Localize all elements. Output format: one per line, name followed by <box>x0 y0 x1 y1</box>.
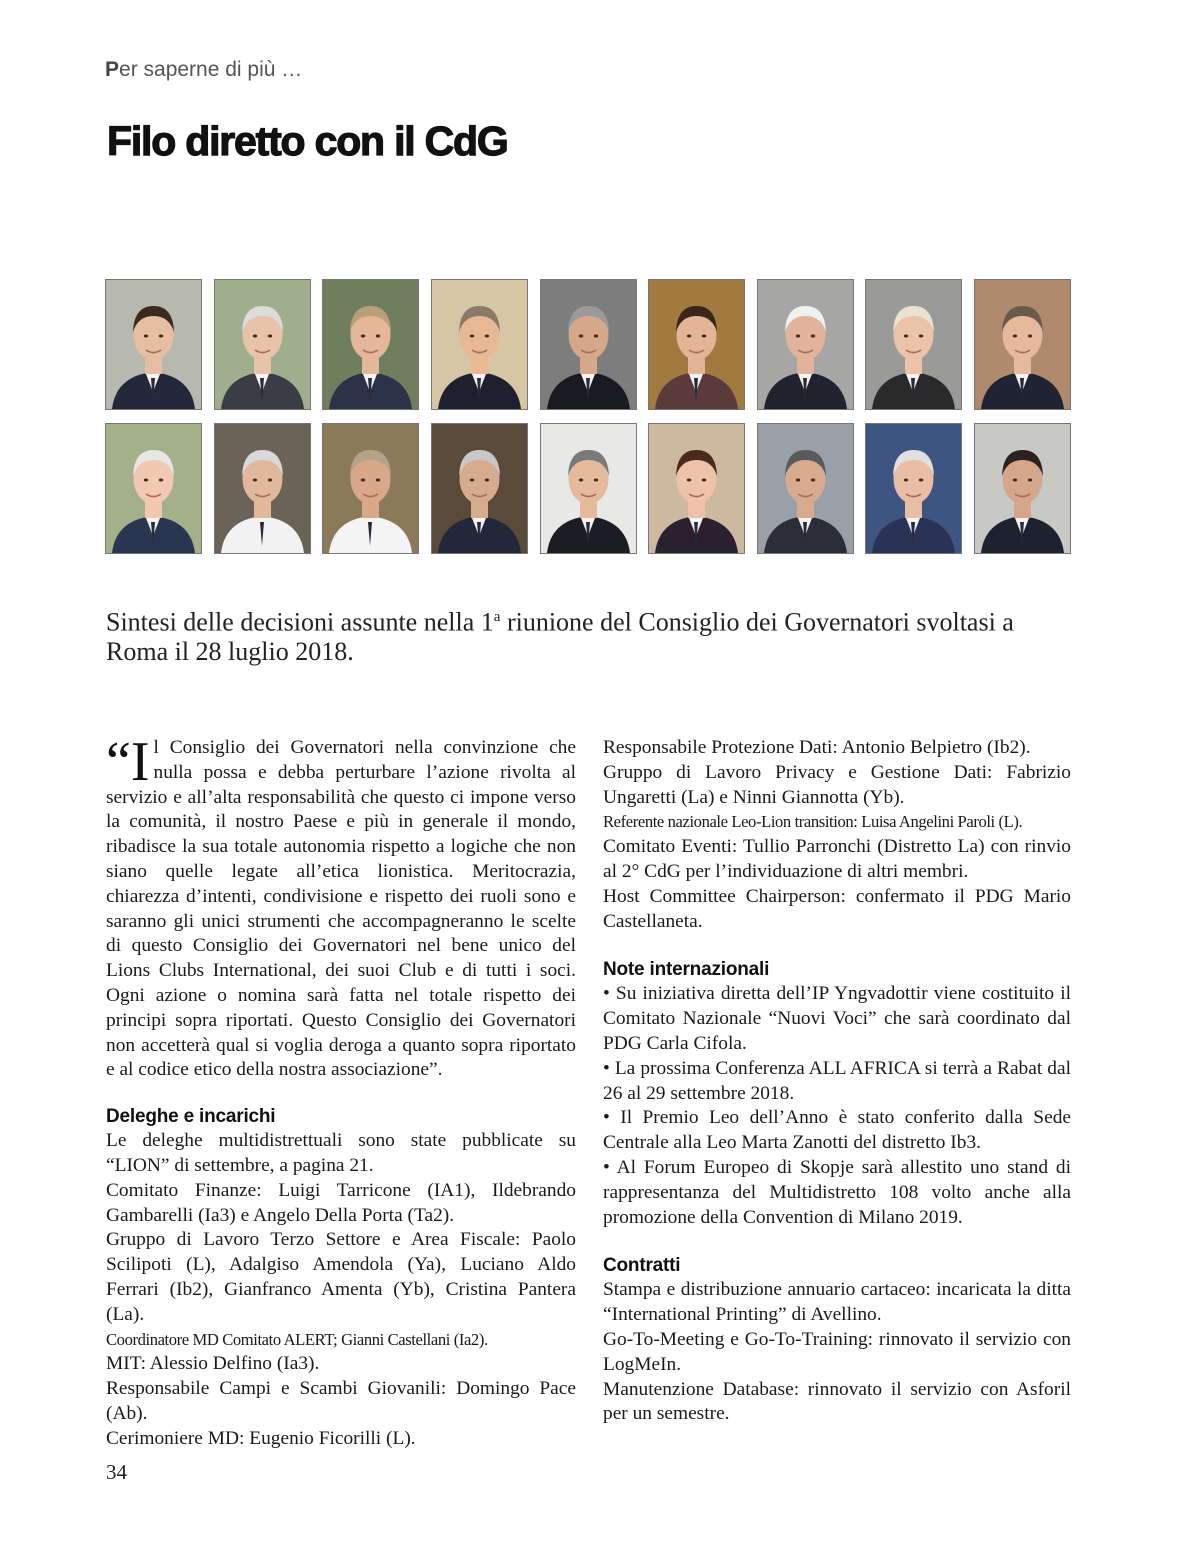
portrait-photo <box>432 424 527 553</box>
portrait-photo <box>758 424 853 553</box>
portrait-photo <box>106 424 201 553</box>
deleghe-item: Comitato Finanze: Luigi Tarricone (IA1), Ildebrando Gambarelli (Ia3) e Angelo Della Porta (Ta2). <box>106 1179 576 1226</box>
portrait-10 <box>105 423 202 554</box>
deleghe-item: MIT: Alessio Delfino (Ia3). <box>106 1353 320 1375</box>
portrait-14 <box>540 423 637 554</box>
portrait-photo <box>866 280 961 409</box>
note-item: • Il Premio Leo dell’Anno è stato conferito dalla Sede Centrale alla Leo Marta Zanotti del distretto Ib3. <box>603 1107 1071 1154</box>
note-item: • Al Forum Europeo di Skopje sarà allestito uno stand di rappresentanza del Multidistretto 108 volto anche alla promozione della Convention di Milano 2019. <box>603 1156 1071 1228</box>
portrait-photo <box>323 424 418 553</box>
portrait-18 <box>974 423 1071 554</box>
portrait-4 <box>431 279 528 410</box>
contratti-heading: Contratti <box>603 1255 681 1277</box>
council-statement: “Il Consiglio dei Governatori nella convinzione che nulla possa e debba perturbare l’azione rivolta al servizio e all’alta responsabilità che questo ci impone verso la comunità, il nostro Paese e più in generale il mondo, ribadisce la sua totale autonomia rispetto a logiche che non siano quelle legate all’etica lionistica. Meritocrazia, chiarezza d’intenti, condivisione e rispetto dei ruoli sono e saranno gli unici strumenti che accompagneranno le scelte di questo Consiglio dei Governatori nel bene unico del Lions Clubs International, dei suoi Club e di tutti i soci. Ogni azione o nomina sarà fatta nel totale rispetto dei principi sopra riportati. Questo Consiglio dei Governatori non accetterà qual si voglia deroga a quanto sopra riportato e al codice etico della nostra associazione”. <box>106 731 576 1081</box>
portrait-12 <box>322 423 419 554</box>
portrait-16 <box>757 423 854 554</box>
portrait-9 <box>974 279 1071 410</box>
portrait-1 <box>105 279 202 410</box>
portrait-photo <box>432 280 527 409</box>
note-item: • La prossima Conferenza ALL AFRICA si terrà a Rabat dal 26 al 29 settembre 2018. <box>603 1057 1071 1104</box>
portrait-photo <box>975 280 1070 409</box>
right-column <box>603 736 1071 1427</box>
deleghe-item: Le deleghe multidistrettuali sono state pubblicate su “LION” di settembre, a pagina 21. <box>106 1130 576 1176</box>
portrait-row-2 <box>105 423 1071 554</box>
page-number: 34 <box>106 1460 127 1484</box>
portrait-photo <box>541 280 636 409</box>
section-label-initial: P <box>105 58 120 81</box>
note-item: • Su iniziativa diretta dell’IP Yngvadottir viene costituito il Comitato Nazionale “Nuovi Voci” che sarà coordinato dal PDG Carla Cifola. <box>603 983 1071 1054</box>
portrait-photo <box>215 424 310 553</box>
deleghe-item: Cerimoniere MD: Eugenio Ficorilli (L). <box>106 1427 416 1449</box>
section-label <box>105 58 302 82</box>
note-heading: Note internazionali <box>603 959 770 981</box>
section-label-text: er saperne di più … <box>119 58 303 81</box>
assignment-item: Host Committee Chairperson: confermato il PDG Mario Castellaneta. <box>603 885 1071 932</box>
portrait-photo <box>541 424 636 553</box>
intro-summary: Sintesi delle decisioni assunte nella 1$^a$ riunione del Consiglio dei Governatori svoltasi a Roma il 28 luglio 2018. <box>106 607 1014 666</box>
assignment-item: Responsabile Protezione Dati: Antonio Belpietro (Ib2). <box>603 737 1031 758</box>
portrait-photo <box>106 280 201 409</box>
portrait-photo <box>215 280 310 409</box>
assignment-item: Referente nazionale Leo-Lion transition: Luisa Angelini Paroli (L). <box>603 812 1023 832</box>
assignment-item: Gruppo di Lavoro Privacy e Gestione Dati: Fabrizio Ungaretti (La) e Ninni Giannotta (Yb). <box>603 761 1071 808</box>
contract-item: Stampa e distribuzione annuario cartaceo: incaricata la ditta “International Printing” di Avellino. <box>603 1279 1071 1326</box>
portrait-5 <box>540 279 637 410</box>
portrait-7 <box>757 279 854 410</box>
portrait-photo <box>866 424 961 553</box>
deleghe-item: Responsabile Campi e Scambi Giovanili: Domingo Pace (Ab). <box>106 1378 576 1424</box>
portrait-photo <box>758 280 853 409</box>
portrait-photo <box>649 424 744 553</box>
portrait-6 <box>648 279 745 410</box>
deleghe-item: Coordinatore MD Comitato ALERT; Gianni Castellani (Ia2). <box>106 1329 488 1349</box>
portrait-2 <box>214 279 311 410</box>
page-title: Filo diretto con il CdG <box>107 118 508 164</box>
assignment-item: Comitato Eventi: Tullio Parronchi (Distretto La) con rinvio al 2° CdG per l’individuazione di altri membri. <box>603 836 1071 882</box>
portrait-row-1 <box>105 279 1071 410</box>
deleghe-item: Gruppo di Lavoro Terzo Settore e Area Fiscale: Paolo Scilipoti (L), Adalgiso Amendola (Ya), Luciano Aldo Ferrari (Ib2), Gianfranco Amenta (Yb), Cristina Pantera (La). <box>106 1229 576 1325</box>
portrait-3 <box>322 279 419 410</box>
portrait-15 <box>648 423 745 554</box>
portrait-11 <box>214 423 311 554</box>
portrait-photo <box>323 280 418 409</box>
portrait-photo <box>975 424 1070 553</box>
portrait-13 <box>431 423 528 554</box>
drop-cap: “I <box>106 731 150 793</box>
deleghe-heading: Deleghe e incarichi <box>106 1106 276 1128</box>
portrait-17 <box>865 423 962 554</box>
contract-item: Go-To-Meeting e Go-To-Training: rinnovato il servizio con LogMeIn. <box>603 1328 1071 1375</box>
portrait-photo <box>649 280 744 409</box>
contract-item: Manutenzione Database: rinnovato il servizio con Asforil per un semestre. <box>603 1378 1071 1425</box>
portrait-8 <box>865 279 962 410</box>
left-column <box>106 731 576 1452</box>
